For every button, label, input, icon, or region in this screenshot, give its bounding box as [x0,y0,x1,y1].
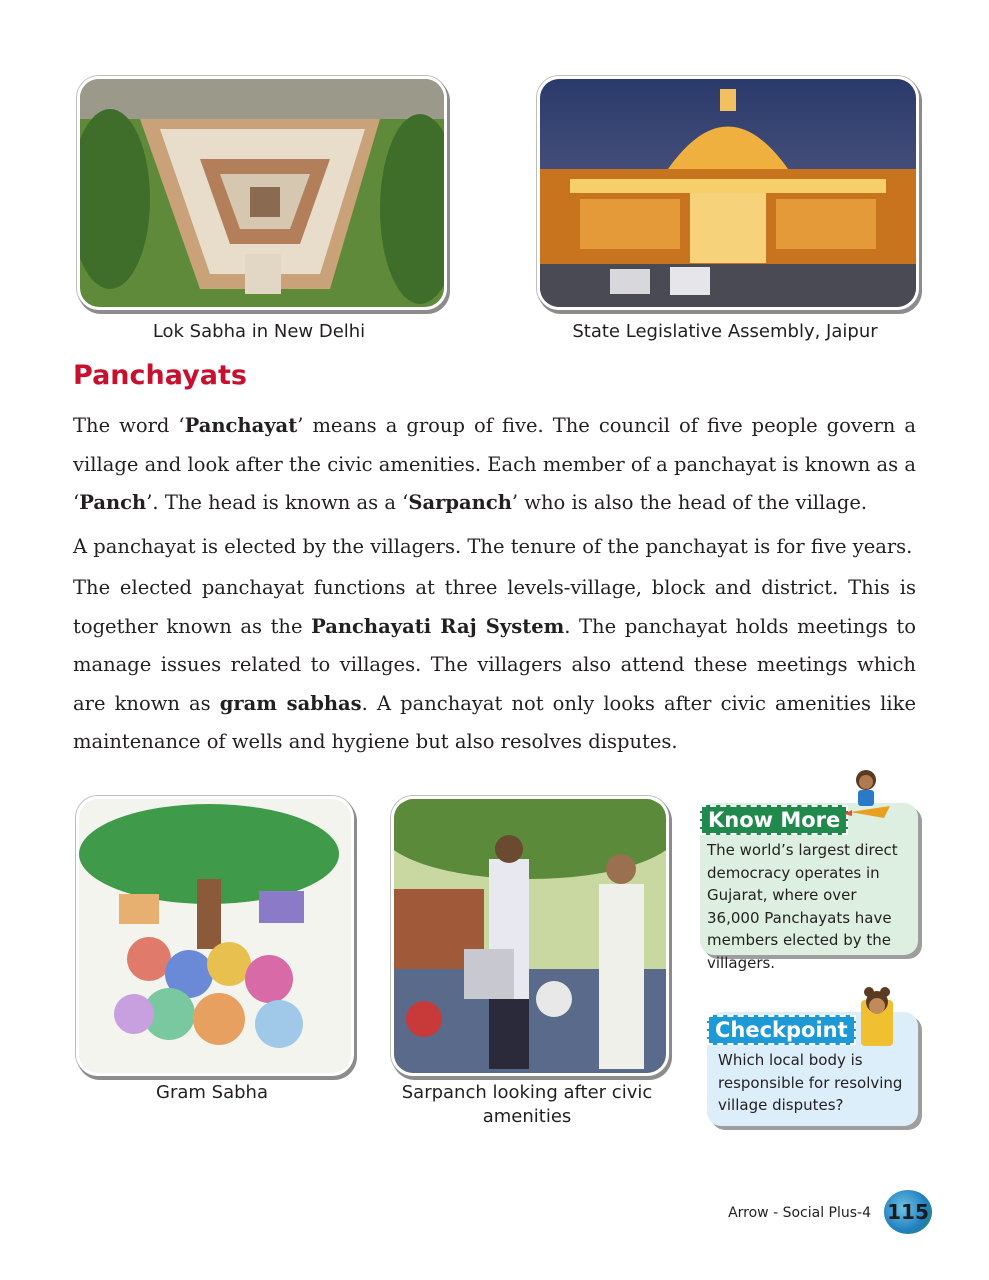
section-heading: Panchayats [73,360,247,391]
page-number: 115 [884,1190,932,1234]
p1-term-sarpanch: Sarpanch [408,491,512,514]
book-title: Arrow - Social Plus-4 [728,1205,871,1221]
gram-sabha-caption: Gram Sabha [156,1082,268,1103]
know-more-title: Know More [700,805,848,835]
paragraph-2: A panchayat is elected by the villagers. The tenure of the panchayat is for five years. [73,535,913,558]
p3-text-a: The elected panchayat functions at three levels-village, block and district. This is together known as the [73,576,916,638]
p3-text-d: . A panchayat not only looks after civic amenities like maintenance of wells and hygiene but also resolves disputes. [73,691,916,753]
checkpoint-text: Which local body is responsible for resolving village disputes? [718,1051,903,1114]
p1-text-d: ’. The head is known as a ‘ [146,491,409,514]
paragraph-1 [73,407,916,523]
state-assembly-caption: State Legislative Assembly, Jaipur [572,321,878,342]
boy-on-rocket-icon [842,766,902,826]
p1-term-panch: Panch [79,491,147,514]
gram-sabha-illustration [76,796,354,1076]
p3-term-gram-sabhas: gram sabhas [219,691,362,715]
checkpoint-title: Checkpoint [707,1015,856,1045]
p1-text-c: ’ means a group of five. The council of five people govern a village and look after the civic amenities. Each member of a panchayat is known as a ‘ [73,414,916,514]
know-more-text: The world’s largest direct democracy operates in Gujarat, where over 36,000 Panchayats have members elected by the villagers. [707,841,898,972]
sarpanch-photo [391,796,669,1076]
lok-sabha-caption: Lok Sabha in New Delhi [152,321,366,342]
sarpanch-caption: Sarpanch looking after civic amenities [401,1082,653,1127]
p3-term-panchayati-raj: Panchayati Raj System [311,614,565,638]
paragraph-3 [73,569,916,762]
girl-thinking-icon [857,986,897,1048]
lok-sabha-photo [77,76,447,310]
p1-text-e: ’ who is also the head of the village. [511,491,868,514]
p3-text-c: . The panchayat holds meetings to manage issues related to villages. The villagers also attend these meetings which are known as [73,614,916,715]
p1-text-a: The word ‘ [73,414,185,437]
state-assembly-photo [537,76,919,310]
p1-term-panchayat: Panchayat [184,414,298,437]
